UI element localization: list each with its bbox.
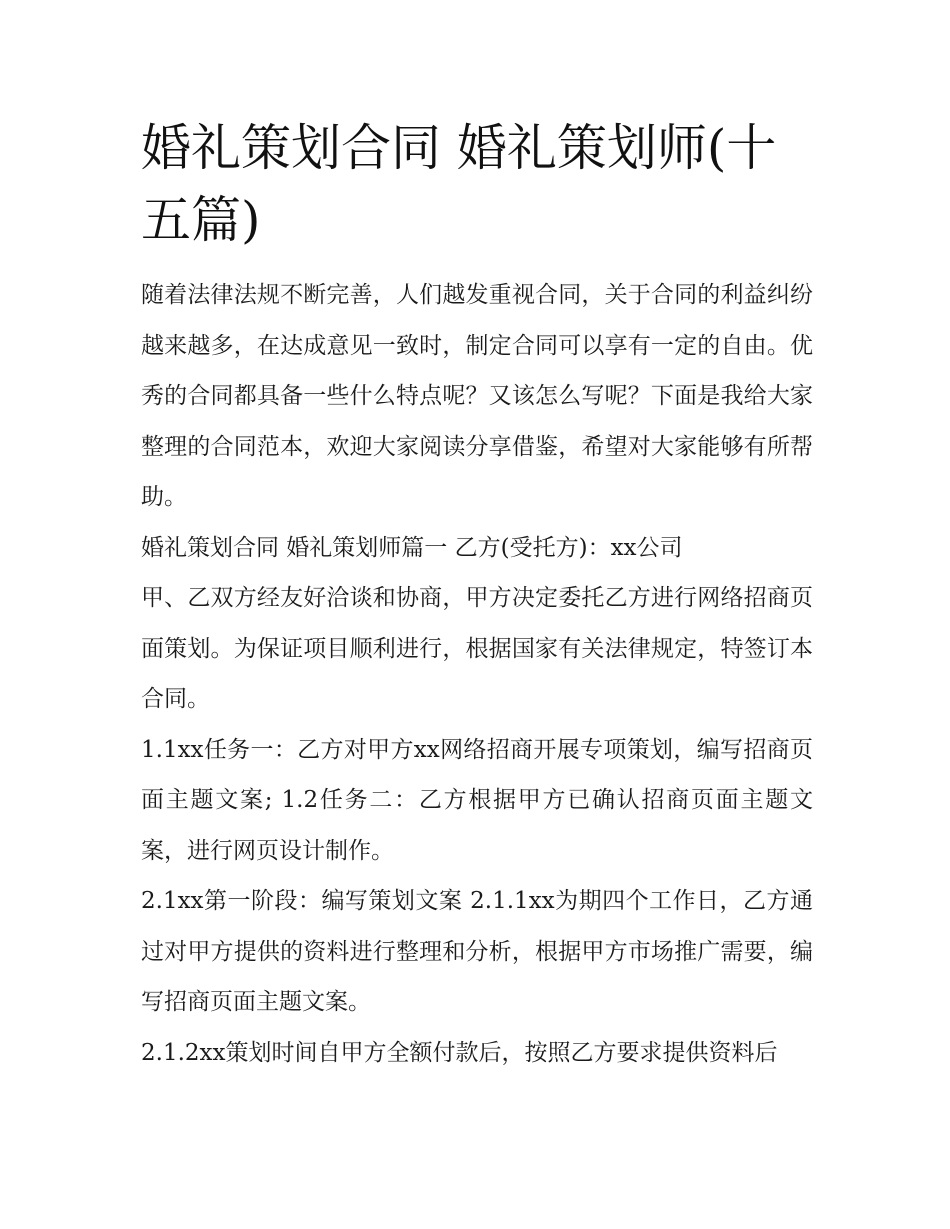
section-heading-paragraph: 婚礼策划合同 婚礼策划师篇一 乙方(受托方)：xx公司 — [141, 534, 683, 561]
phase-one-paragraph: 2.1xx第一阶段：编写策划文案 2.1.1xx为期四个工作日，乙方通过对甲方提供的资料进行整理和分析，根据甲方市场推广需要，编写招商页面主题文案。 — [141, 888, 813, 1015]
task-paragraph: 1.1xx任务一：乙方对甲方xx网络招商开展专项策划，编写招商页面主题文案; 1.2任务二：乙方根据甲方已确认招商页面主题文案，进行网页设计制作。 — [141, 736, 813, 864]
schedule-paragraph: 2.1.2xx策划时间自甲方全额付款后，按照乙方要求提供资料后 — [141, 1039, 778, 1066]
document-body — [141, 112, 813, 1078]
agreement-paragraph: 甲、乙双方经友好洽谈和协商，甲方决定委托乙方进行网络招商页面策划。为保证项目顺利进行，根据国家有关法律规定，特签订本合同。 — [141, 585, 813, 712]
document-title: 婚礼策划合同 婚礼策划师(十五篇) — [141, 119, 777, 249]
intro-paragraph: 随着法律法规不断完善，人们越发重视合同，关于合同的利益纠纷越来越多，在达成意见一致时，制定合同可以享有一定的自由。优秀的合同都具备一些什么特点呢？又该怎么写呢？下面是我给大家整理的合同范本，欢迎大家阅读分享借鉴，希望对大家能够有所帮助。 — [141, 282, 813, 510]
